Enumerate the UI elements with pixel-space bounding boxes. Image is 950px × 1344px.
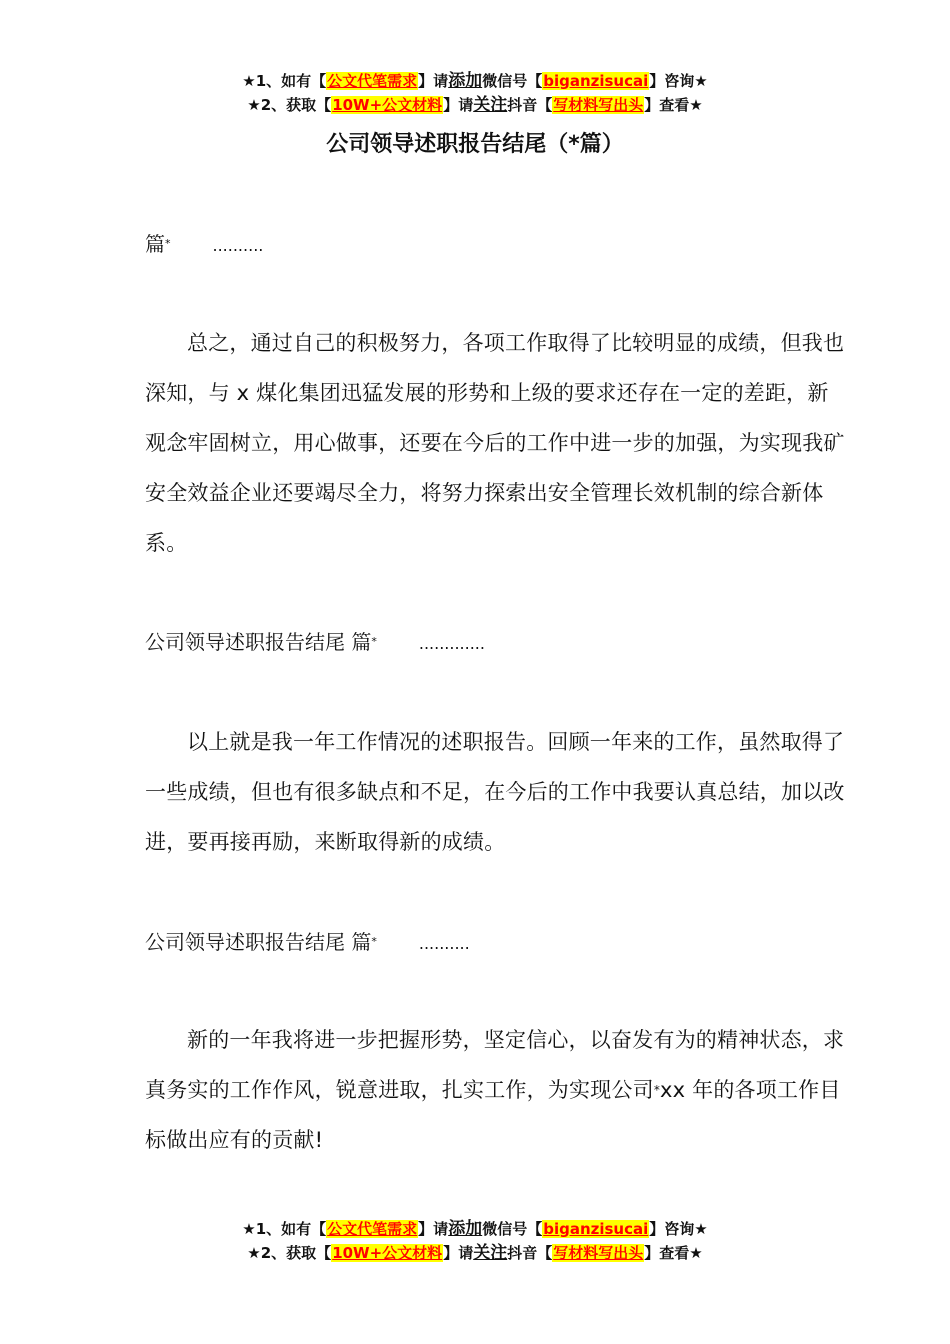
douyin-id-highlight: 写材料写出头 <box>553 1244 644 1262</box>
dot-leader: .......... <box>418 934 470 953</box>
materials-highlight: 10W+公文材料 <box>332 1244 443 1262</box>
banner-line-2: ★2、获取【10W+公文材料】请关注抖音【写材料写出头】查看★ <box>247 95 703 115</box>
section-heading: 公司领导述职报告结尾 篇* ............. <box>145 630 485 654</box>
section-paragraph: 新的一年我将进一步把握形势，坚定信心，以奋发有为的精神状态，求真务实的工作作风，锐意进取，扎实工作，为实现公司*xx 年的各项工作目标做出应有的贡献! <box>145 1028 845 1152</box>
wechat-id-highlight: biganzisucai <box>543 72 649 90</box>
section-heading: 篇* .......... <box>145 232 264 256</box>
materials-highlight: 10W+公文材料 <box>332 96 443 114</box>
dot-leader: ............. <box>418 634 485 653</box>
service-highlight: 公文代笔需求 <box>327 72 418 90</box>
section-paragraph: 总之，通过自己的积极努力，各项工作取得了比较明显的成绩，但我也深知，与 x 煤化集团迅猛发展的形势和上级的要求还存在一定的差距，新观念牢固树立，用心做事，还要在今后的工作中进一步的加强，为实现我矿安全效益企业还要竭尽全力，将努力探索出安全管理长效机制的综合新体系。 <box>145 331 845 555</box>
banner-line-1: ★1、如有【公文代笔需求】请添加微信号【biganzisucai】咨询★ <box>242 1219 708 1239</box>
banner-line-2: ★2、获取【10W+公文材料】请关注抖音【写材料写出头】查看★ <box>247 1243 703 1263</box>
dot-leader: .......... <box>212 236 264 255</box>
section-paragraph: 以上就是我一年工作情况的述职报告。回顾一年来的工作，虽然取得了一些成绩，但也有很多缺点和不足，在今后的工作中我要认真总结，加以改进，要再接再励，来断取得新的成绩。 <box>145 730 845 854</box>
banner-line-1: ★1、如有【公文代笔需求】请添加微信号【biganzisucai】咨询★ <box>242 71 708 91</box>
section-heading: 公司领导述职报告结尾 篇* .......... <box>145 930 470 954</box>
document-title: 公司领导述职报告结尾（*篇） <box>326 132 624 157</box>
service-highlight: 公文代笔需求 <box>327 1220 418 1238</box>
wechat-id-highlight: biganzisucai <box>543 1220 649 1238</box>
douyin-id-highlight: 写材料写出头 <box>553 96 644 114</box>
